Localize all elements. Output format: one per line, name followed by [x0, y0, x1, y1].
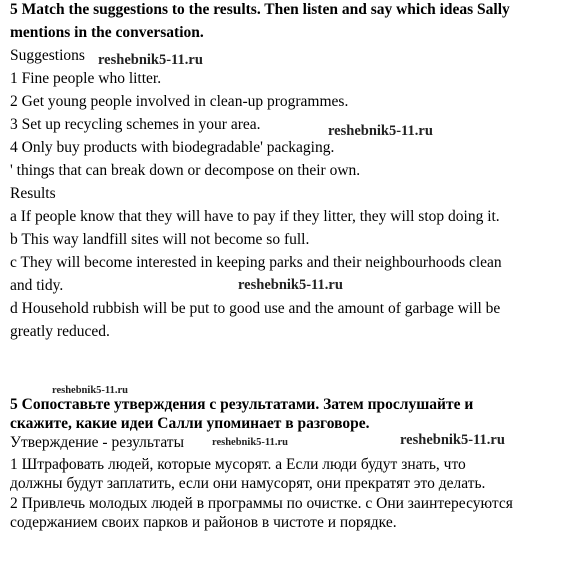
translation-line-3: 2 Привлечь молодых людей в программы по очистке. с Они заинтересуются [10, 495, 513, 512]
suggestion-item-2: 2 Get young people involved in clean-up programmes. [10, 93, 349, 110]
result-item-d-line-1: d Household rubbish will be put to good use and the amount of garbage will be [10, 300, 501, 317]
result-item-a: a If people know that they will have to pay if they litter, they will stop doing it. [10, 208, 500, 225]
translation-line-4: содержанием своих парков и районов в чистоте и порядке. [10, 514, 397, 531]
watermark: reshebnik5-11.ru [98, 52, 203, 68]
suggestion-item-4: 4 Only buy products with biodegradable' packaging. [10, 139, 335, 156]
translation-label: Утверждение - результаты [10, 434, 184, 451]
translation-heading-line-2: скажите, какие идеи Салли упоминает в разговоре. [10, 415, 370, 432]
watermark: reshebnik5-11.ru [328, 123, 433, 139]
translation-line-2: должны будут заплатить, если они намусорят, они прекратят это делать. [10, 475, 486, 492]
suggestion-item-1: 1 Fine people who litter. [10, 70, 162, 87]
watermark: reshebnik5-11.ru [400, 432, 505, 448]
result-item-b: b This way landfill sites will not become so full. [10, 231, 310, 248]
watermark: reshebnik5-11.ru [52, 385, 128, 396]
translation-line-1: 1 Штрафовать людей, которые мусорят. а Если люди будут знать, что [10, 456, 466, 473]
exercise-heading-line-1: 5 Match the suggestions to the results. Then listen and say which ideas Sally [10, 1, 510, 18]
result-item-c-line-1: c They will become interested in keeping parks and their neighbourhoods clean [10, 254, 502, 271]
watermark: reshebnik5-11.ru [212, 437, 288, 448]
watermark: reshebnik5-11.ru [238, 277, 343, 293]
results-label: Results [10, 185, 56, 202]
exercise-heading-line-2: mentions in the conversation. [10, 24, 204, 41]
result-item-d-line-2: greatly reduced. [10, 323, 110, 340]
suggestions-label: Suggestions [10, 47, 85, 64]
translation-heading-line-1: 5 Сопоставьте утверждения с результатами. Затем прослушайте и [10, 396, 474, 413]
suggestion-item-3: 3 Set up recycling schemes in your area. [10, 116, 261, 133]
footnote: ' things that can break down or decompose on their own. [10, 162, 361, 179]
result-item-c-line-2: and tidy. [10, 277, 64, 294]
